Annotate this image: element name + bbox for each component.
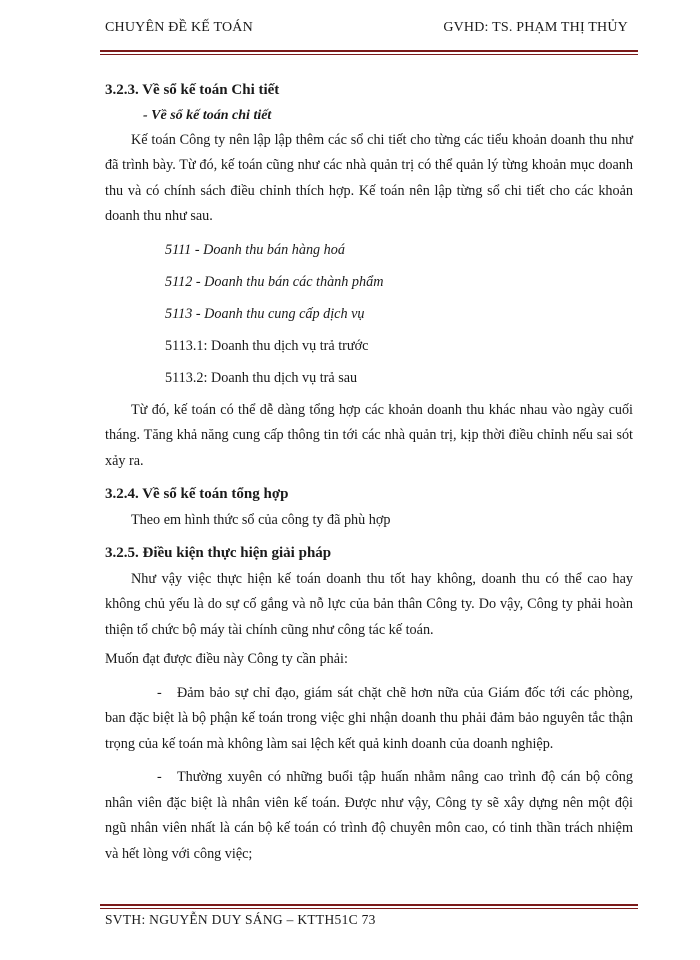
footer-rule-thin: [100, 908, 638, 909]
bullet-item: [105, 765, 633, 867]
list-item: 5113 - Doanh thu cung cấp dịch vụ: [165, 305, 365, 322]
heading-3-2-4: 3.2.4. Về sổ kế toán tổng hợp: [105, 486, 289, 502]
page-content: [105, 78, 633, 867]
bullet-text: Đảm bảo sự chỉ đạo, giám sát chặt chẽ hơn nữa của Giám đốc tới các phòng, ban đặc biệt là bộ phận kế toán trong việc ghi nhận doanh thu phải đảm bảo nguyên tắc thận trọng của kế toán mà không làm sai lệch kết quả kinh doanh của doanh nghiệp.: [105, 684, 633, 752]
list-item: 5113.1: Doanh thu dịch vụ trả trước: [165, 337, 369, 354]
header-rule-thin: [100, 54, 638, 55]
bullet-text: Thường xuyên có những buổi tập huấn nhằm nâng cao trình độ cán bộ công nhân viên đặc biệt là nhân viên kế toán. Được như vậy, Công ty sẽ xây dựng nên một đội ngũ nhân viên nhất là cán bộ kế toán có trình độ chuyên môn cao, có tinh thần trách nhiệm và hết lòng với công việc;: [105, 769, 633, 862]
paragraph-dieu-kien: Như vậy việc thực hiện kế toán doanh thu tốt hay không, doanh thu có thể cao hay không chủ yếu là do sự cố gắng và nỗ lực của bản thân Công ty. Do vậy, Công ty phải hoàn thiện tổ chức bộ máy tài chính cũng như công tác kế toán.: [105, 570, 633, 638]
footer-rule-thick: [100, 904, 638, 906]
page-footer: SVTH: NGUYỄN DUY SÁNG – KTTH51C 73: [105, 912, 376, 927]
bullet-dash: -: [157, 684, 162, 701]
heading-3-2-3: 3.2.3. Về sổ kế toán Chi tiết: [105, 82, 280, 98]
paragraph-so-chi-tiet: Kế toán Công ty nên lập lập thêm các sổ chi tiết cho từng các tiểu khoản doanh thu như đã trình bày. Từ đó, kế toán cũng như các nhà quản trị có thể quản lý từng khoản mục doanh thu và có chính sách điều chỉnh thích hợp. Kế toán nên lập từng sổ chi tiết cho các khoản doanh thu như sau.: [105, 131, 633, 224]
list-item: 5112 - Doanh thu bán các thành phẩm: [165, 273, 384, 290]
header-title: CHUYÊN ĐỀ KẾ TOÁN: [105, 20, 253, 35]
paragraph-so-tong-hop: Theo em hình thức sổ của công ty đã phù hợp: [131, 511, 391, 528]
heading-3-2-5: 3.2.5. Điều kiện thực hiện giải pháp: [105, 545, 332, 561]
header-rule-thick: [100, 50, 638, 52]
bullet-item: [105, 681, 633, 758]
list-item: 5111 - Doanh thu bán hàng hoá: [165, 241, 345, 258]
list-item: 5113.2: Doanh thu dịch vụ trả sau: [165, 369, 358, 386]
subheading-so-chi-tiet: - Về sổ kế toán chi tiết: [143, 107, 272, 123]
paragraph-muon-dat: Muốn đạt được điều này Công ty cần phải:: [105, 651, 348, 667]
paragraph-tong-hop-ngay: Từ đó, kế toán có thể dễ dàng tổng hợp các khoản doanh thu khác nhau vào ngày cuối tháng. Tăng khả năng cung cấp thông tin tới các nhà quản trị, kịp thời điều chỉnh nếu sai sót xảy ra.: [105, 401, 633, 469]
bullet-dash: -: [157, 769, 162, 785]
header-advisor: GVHD: TS. PHẠM THỊ THỦY: [443, 20, 628, 35]
page-header: [105, 20, 628, 42]
